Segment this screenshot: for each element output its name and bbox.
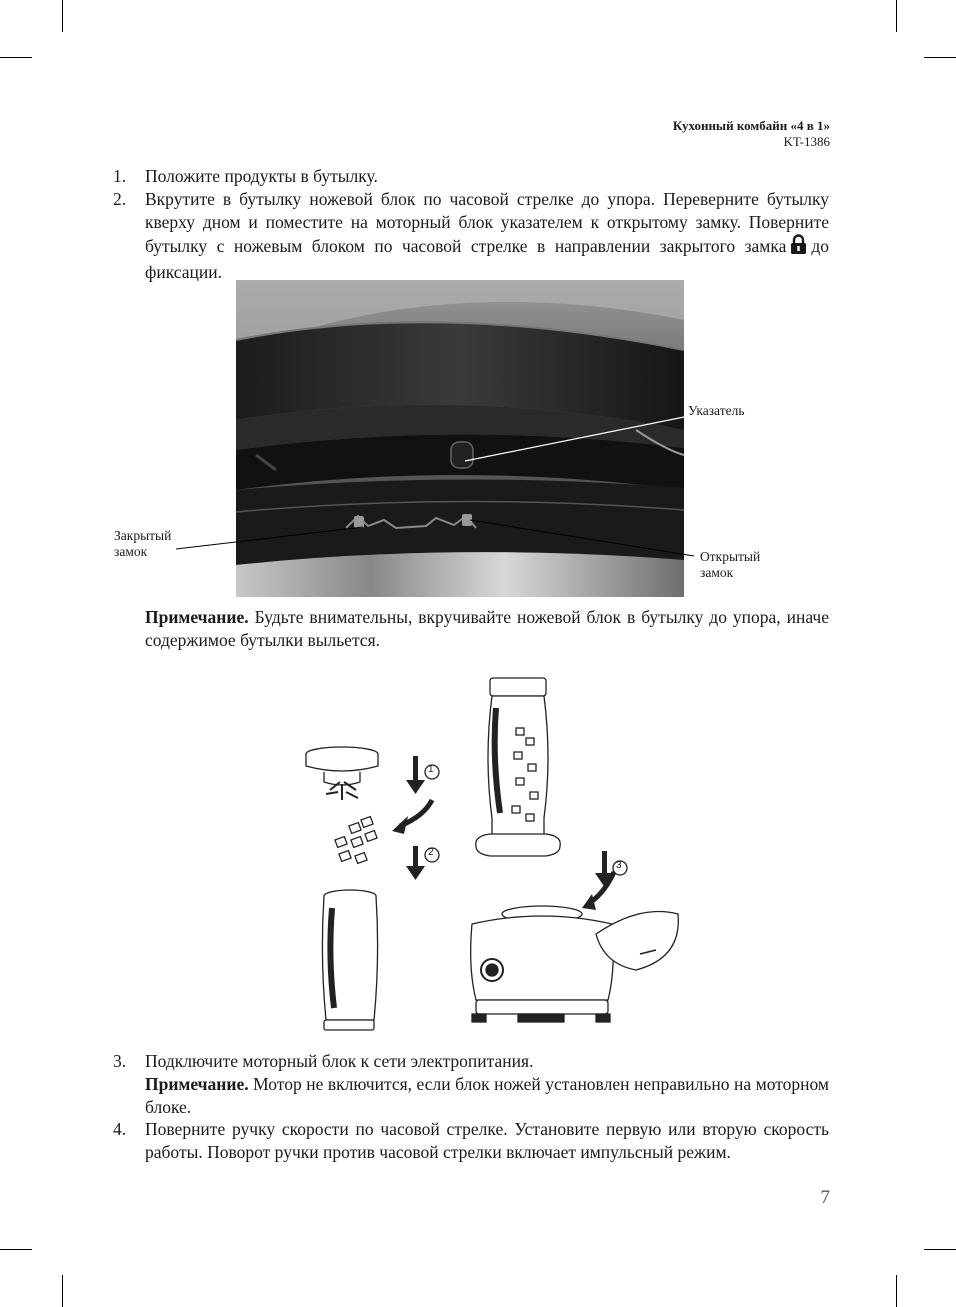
step-marker-1: 1	[428, 764, 434, 775]
step-marker-3: 3	[616, 860, 622, 871]
step-number: 2.	[113, 189, 127, 209]
page-number: 7	[820, 1187, 830, 1208]
bottle-assembled-drawing	[476, 678, 560, 856]
step-text-after-icon: до фиксации.	[145, 236, 829, 282]
label-pointer: Указатель	[688, 403, 745, 418]
step-3-text: Подключите моторный блок к сети электропитания.	[145, 1051, 534, 1071]
blade-unit-drawing	[306, 747, 378, 800]
motor-base-drawing	[471, 906, 614, 1022]
label-closed-lock-line1: Закрытый	[114, 528, 172, 543]
step-number: 1.	[113, 166, 127, 186]
label-open-lock-line1: Открытый	[700, 549, 761, 564]
step-marker-2: 2	[428, 847, 434, 858]
step-text	[145, 1050, 829, 1119]
food-cubes-drawing	[335, 817, 377, 864]
assembly-figure	[300, 668, 690, 1036]
note-text: Будьте внимательны, вкручивайте ножевой блок в бутылку до упора, иначе содержимое бутылки выльется.	[145, 607, 829, 650]
note-text: Мотор не включится, если блок ножей установлен неправильно на моторном блоке.	[145, 1074, 829, 1117]
step-4	[113, 1118, 829, 1164]
note-label: Примечание.	[145, 1074, 249, 1094]
header-title: Кухонный комбайн «4 в 1»	[672, 118, 830, 133]
header-model: KT-1386	[783, 134, 830, 149]
bottle-drawing	[322, 890, 377, 1030]
step-number: 4.	[113, 1119, 127, 1139]
label-closed-lock-line2: замок	[114, 544, 148, 559]
step-text: Положите продукты в бутылку.	[145, 166, 378, 186]
note-1	[145, 606, 829, 652]
step-3	[113, 1050, 829, 1119]
step-text: Поверните ручку скорости по часовой стрелке. Установите первую или вторую скорость работы. Поворот ручки против часовой стрелки включает импульсный режим.	[145, 1119, 829, 1162]
label-closed-lock	[114, 528, 171, 560]
step-number: 3.	[113, 1051, 127, 1071]
label-open-lock	[700, 549, 760, 581]
label-open-lock-line2: замок	[700, 565, 734, 580]
step-text-before-icon: Вкрутите в бутылку ножевой блок по часовой стрелке до упора. Переверните бутылку кверху дном и поместите на моторный блок указателем к открытому замку. Поверните бутылку с ножевым блоком по часовой стрелке в направлении закрытого замка	[145, 189, 829, 256]
note-label: Примечание.	[145, 607, 249, 627]
